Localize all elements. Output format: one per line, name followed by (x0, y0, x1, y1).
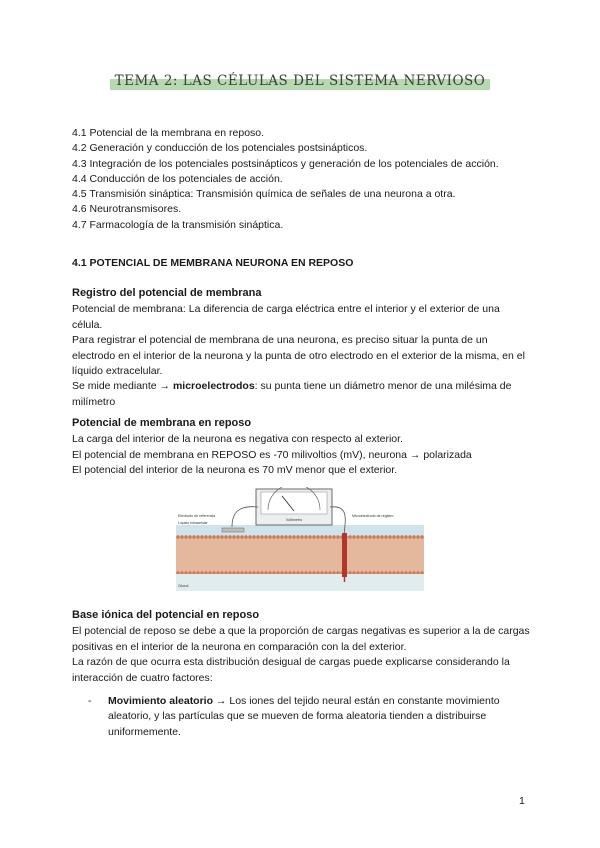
phospholipid-head (284, 535, 287, 538)
toc-item: 4.1 Potencial de la membrana en reposo. (72, 127, 265, 139)
phospholipid-head (372, 535, 375, 538)
phospholipid-head (412, 535, 415, 538)
subsection-heading: Base iónica del potencial en reposo (72, 609, 260, 621)
bullet-item (72, 694, 532, 740)
bold-term: microelectrodos (172, 380, 255, 393)
phospholipid-head (216, 535, 219, 538)
toc-item: 4.4 Conducción de los potenciales de acción. (72, 172, 283, 185)
phospholipid-head (188, 535, 191, 538)
phospholipid-head (224, 535, 227, 538)
base-ionica-section (72, 608, 532, 686)
phospholipid-head (308, 535, 311, 538)
section-heading: 4.1 POTENCIAL DE MEMBRANA NEURONA EN REPOSO (72, 257, 354, 269)
microelectrode-label: Microelectrodo de registro (352, 514, 394, 518)
text-run: → Los iones del tejido neural están en constante movimiento aleatorio, y las partículas que se mueven de forma aleatoria tienden a distribuirse uniformemente. (108, 695, 500, 738)
paragraph (72, 379, 532, 410)
reference-electrode (222, 528, 244, 532)
phospholipid-head (280, 535, 283, 538)
phospholipid-head (360, 535, 363, 538)
page-number: 1 (519, 795, 525, 807)
toc-item: 4.7 Farmacología de la transmisión sináptica. (72, 218, 284, 231)
phospholipid-head (244, 535, 247, 538)
phospholipid-head (204, 535, 207, 538)
phospholipid-head (316, 535, 319, 538)
membrane-band (176, 536, 424, 574)
reference-label: Electrodo de referencia (178, 514, 216, 518)
phospholipid-head (328, 535, 331, 538)
phospholipid-head (332, 535, 335, 538)
title-container (0, 72, 600, 91)
paragraph: Para registrar el potencial de membrana de una neurona, es preciso situar la punta de un electrodo en el interior de la neurona y la punta de otro electrodo en el exterior de la misma, en el líquido extracelular. (72, 334, 525, 378)
phospholipid-head (288, 535, 291, 538)
bold-term: Movimiento aleatorio (108, 695, 214, 707)
phospholipid-head (264, 535, 267, 538)
phospholipid-head (364, 535, 367, 538)
phospholipid-head (348, 535, 351, 538)
paragraph-line: El potencial del interior de la neurona es 70 mV menor que el exterior. (72, 464, 398, 477)
bullet-dash: - (88, 695, 92, 707)
extracellular-region (176, 525, 424, 536)
phospholipid-head (352, 535, 355, 538)
phospholipid-head (212, 535, 215, 538)
toc-item: 4.2 Generación y conducción de los potenciales postsinápticos. (72, 142, 368, 155)
membrane-potential-figure (176, 487, 424, 591)
phospholipid-head (180, 535, 183, 538)
paragraph-line: La carga del interior de la neurona es negativa con respecto al exterior. (72, 433, 403, 446)
phospholipid-head (380, 535, 383, 538)
phospholipid-head (420, 535, 423, 538)
page-title: TEMA 2: LAS CÉLULAS DEL SISTEMA NERVIOSO (110, 72, 491, 91)
phospholipid-head (220, 535, 223, 538)
phospholipid-head (300, 535, 303, 538)
phospholipid-head (376, 535, 379, 538)
phospholipid-head (408, 535, 411, 538)
phospholipid-head (252, 535, 255, 538)
voltmeter-label: Voltímetro (285, 518, 303, 522)
phospholipid-head (416, 535, 419, 538)
paragraph-line: El potencial de membrana en REPOSO es -70 milivoltios (mV), neurona → polarizada (72, 448, 472, 461)
phospholipid-head (248, 535, 251, 538)
phospholipid-head (404, 535, 407, 538)
bullet-text (108, 694, 532, 740)
phospholipid-head (392, 535, 395, 538)
text-run: Se mide mediante → (72, 380, 173, 393)
extracellular-label: Líquido extracelular (178, 521, 208, 525)
phospholipid-head (324, 535, 327, 538)
phospholipid-head (228, 535, 231, 538)
table-of-contents (72, 126, 542, 233)
phospholipid-head (396, 535, 399, 538)
phospholipid-head (320, 535, 323, 538)
phospholipid-head (356, 535, 359, 538)
phospholipid-head (388, 535, 391, 538)
phospholipid-head (304, 535, 307, 538)
phospholipid-head (192, 535, 195, 538)
phospholipid-head (272, 535, 275, 538)
phospholipid-head (200, 535, 203, 538)
phospholipid-head (292, 535, 295, 538)
paragraph: La razón de que ocurra esta distribución desigual de cargas puede explicarse considerando la interacción de cuatro factores: (72, 656, 510, 684)
text-run: : su punta tiene un diámetro menor de una milésima de milímetro (72, 380, 512, 408)
paragraph: El potencial de reposo se debe a que la proporción de cargas negativas es superior a la de cargas positivas en el interior de la neurona en comparación con la del exterior. (72, 625, 530, 653)
toc-item: 4.3 Integración de los potenciales postsinápticos y generación de los potenciales de acción. (72, 157, 499, 170)
phospholipid-head (232, 535, 235, 538)
phospholipid-head (176, 535, 179, 538)
phospholipid-head (336, 535, 339, 538)
cytosol-label: Citosol (178, 584, 189, 588)
subsection-heading: Potencial de membrana en reposo (72, 417, 252, 429)
phospholipid-head (236, 535, 239, 538)
phospholipid-head (296, 535, 299, 538)
phospholipid-head (256, 535, 259, 538)
phospholipid-head (384, 535, 387, 538)
registro-section (72, 286, 532, 410)
toc-item: 4.5 Transmisión sináptica: Transmisión química de señales de una neurona a otra. (72, 188, 456, 201)
phospholipid-head (312, 535, 315, 538)
subsection-heading: Registro del potencial de membrana (72, 287, 262, 299)
phospholipid-head (240, 535, 243, 538)
phospholipid-head (260, 535, 263, 538)
phospholipid-head (368, 535, 371, 538)
paragraph: Potencial de membrana: La diferencia de carga eléctrica entre el interior y el exterior de una célula. (72, 303, 500, 331)
cytosol-region (176, 574, 424, 591)
phospholipid-head (196, 535, 199, 538)
phospholipid-head (208, 535, 211, 538)
phospholipid-head (400, 535, 403, 538)
phospholipid-head (276, 535, 279, 538)
phospholipid-head (184, 535, 187, 538)
toc-item: 4.6 Neurotransmisores. (72, 203, 182, 216)
recording-microelectrode (342, 533, 347, 577)
reposo-section (72, 416, 532, 479)
phospholipid-head (268, 535, 271, 538)
